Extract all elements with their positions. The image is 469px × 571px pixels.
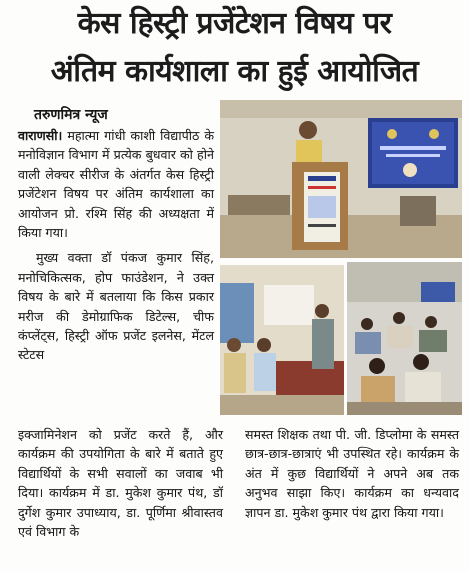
photo-audience-image bbox=[347, 262, 462, 415]
article-column-bottom-left bbox=[18, 425, 223, 541]
article-column-bottom-right bbox=[245, 425, 459, 522]
paragraph-speaker: मुख्य वक्ता डॉ पंकज कुमार सिंह, मनोचिकित्सक, होप फाउंडेशन, ने उक्त विषय के बारे में बतलाया कि किस प्रकार मरीज की डेमोग्राफिक डिटेल्स, चीफ कंप्लेंट्स, हिस्ट्री ऑफ प्रजेंट इलनेस, मेंटल स्टेटस bbox=[18, 250, 214, 363]
paragraph-closing: समस्त शिक्षक तथा पी. जी. डिप्लोमा के समस्त छात्र-छात्र-छात्राएं भी उपस्थित रहे। कार्यक्रम के अंत में कुछ विद्यार्थियों ने अपने अब तक अनुभव साझा किए। कार्यक्रम का धन्यवाद ज्ञापन डा. मुकेश कुमार पंथ द्वारा किया गया। bbox=[245, 427, 459, 520]
paragraph-intro-text: महात्मा गांधी काशी विद्यापीठ के मनोविज्ञान विभाग में प्रत्येक बुधवार को होने वाली लेक्चर सीरीज के अंतर्गत केस हिस्ट्री प्रजेंटेशन विषय पर अंतिम कार्यशाला का आयोजन प्रो. रश्मि सिंह की अध्यक्षता में किया गया। bbox=[18, 128, 214, 241]
byline: तरुणमित्र न्यूज bbox=[34, 107, 108, 123]
photo-panel-at-table-image bbox=[220, 265, 344, 415]
headline-line-2: अंतिम कार्यशाला का हुई आयोजित bbox=[50, 54, 419, 89]
photo-panel-at-table bbox=[220, 265, 344, 415]
article-column-top-left bbox=[18, 126, 214, 365]
dateline: वाराणसी। bbox=[18, 128, 63, 143]
paragraph-intro bbox=[18, 126, 214, 242]
paragraph-attendees-start: इक्जामिनेशन को प्रजेंट करते हैं, और कार्यक्रम की उपयोगिता के बारे में बताते हुए विद्यार्थियों के सभी सवालों का जवाब भी दिया। कार्यक्रम में डा. मुकेश कुमार पंथ, डॉ दुर्गेश कुमार उपाध्याय, डा. पूर्णिमा श्रीवास्तव एवं विभाग के bbox=[18, 427, 223, 540]
photo-audience bbox=[347, 262, 462, 415]
photo-speaker-at-podium bbox=[220, 100, 462, 258]
headline-line-1: केस हिस्ट्री प्रजेंटेशन विषय पर bbox=[77, 6, 392, 41]
photo-speaker-at-podium-image bbox=[220, 100, 462, 258]
